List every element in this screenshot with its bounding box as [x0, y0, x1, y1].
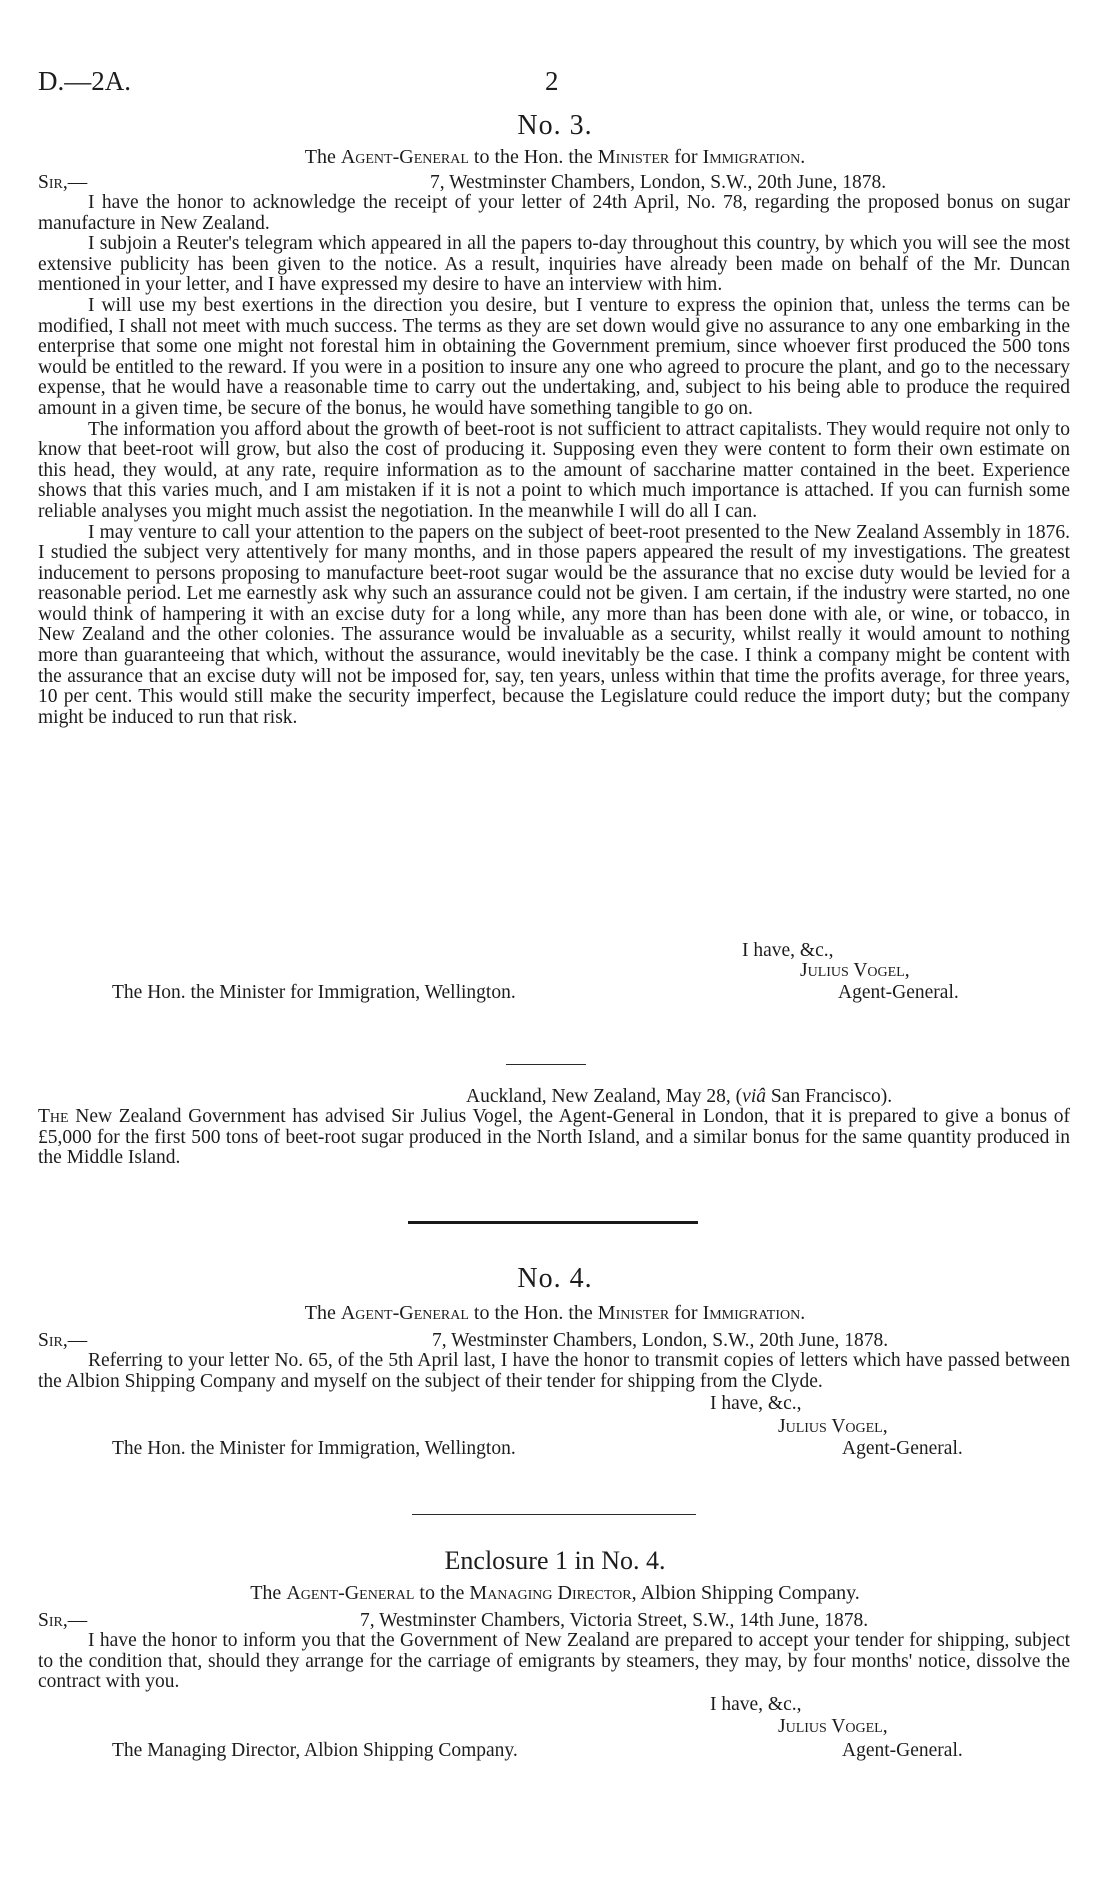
- enclosure-salutation: Sir,—: [38, 1610, 88, 1631]
- letter3-to-word: to the Hon. the: [473, 146, 593, 168]
- letter4-closing: I have, &c.,: [710, 1393, 802, 1414]
- letter4-to: Minister: [597, 1302, 670, 1324]
- letter4-salutation: Sir,—: [38, 1330, 88, 1351]
- letter4-to-word: to the Hon. the: [473, 1302, 593, 1324]
- enclosure-company: Albion Shipping Company.: [640, 1582, 860, 1604]
- enclosure-signature: Julius Vogel,: [778, 1716, 888, 1737]
- enclosure-subheading: The Agent-General to the Managing Director, Albion Shipping Company.: [250, 1582, 860, 1604]
- document-reference: D.—2A.: [38, 66, 131, 96]
- telegram-text: New Zealand Government has advised Sir Julius Vogel, the Agent-General in London, that it is prepared to give a bonus of £5,000 for the first 500 tons of beet-root sugar produced in the North Island, and a similar bonus for the same quantity produced in the Middle Island.: [38, 1106, 1070, 1169]
- letter4-addressee: The Hon. the Minister for Immigration, Wellington.: [112, 1438, 516, 1459]
- letter3-closing: I have, &c.,: [742, 940, 834, 961]
- letter3-dept: Immigration.: [702, 146, 806, 168]
- telegram-lead: The: [38, 1106, 69, 1127]
- letter4-number: No. 4.: [517, 1263, 593, 1294]
- letter4-from: Agent-General: [340, 1302, 469, 1324]
- letter4-signature: Julius Vogel,: [778, 1416, 888, 1437]
- telegram-dateline-end: San Francisco).: [770, 1086, 893, 1107]
- letter3-dateline: 7, Westminster Chambers, London, S.W., 20th June, 1878.: [430, 172, 887, 193]
- letter3-body: [38, 193, 1070, 728]
- letter3-to: Minister: [597, 146, 670, 168]
- enclosure-heading: Enclosure 1 in No. 4.: [444, 1546, 666, 1575]
- telegram-dateline: [466, 1086, 892, 1108]
- major-divider: [408, 1221, 698, 1224]
- page-number: 2: [545, 66, 559, 96]
- letter4-dept: Immigration.: [702, 1302, 806, 1324]
- enclosure-body: [38, 1631, 1070, 1693]
- enclosure-dateline: 7, Westminster Chambers, Victoria Street, S.W., 14th June, 1878.: [360, 1610, 869, 1631]
- enclosure-to: Managing Director,: [469, 1582, 637, 1604]
- enclosure-paragraph: I have the honor to inform you that the Government of New Zealand are prepared to accept your tender for shipping, subject to the condition that, should they arrange for the carriage of emigrants by steamers, they may, by four months' notice, dissolve the contract with you.: [38, 1630, 1070, 1693]
- letter3-signature: Julius Vogel,: [800, 960, 910, 981]
- letter4-heading: The Agent-General to the Hon. the Minister for Immigration.: [304, 1302, 806, 1324]
- enclosure-closing: I have, &c.,: [710, 1694, 802, 1715]
- letter3-salutation: Sir,—: [38, 172, 88, 193]
- enclosure-from: Agent-General: [286, 1582, 415, 1604]
- telegram-dateline-text: Auckland, New Zealand, May 28, (: [466, 1086, 743, 1107]
- section-divider: [506, 1064, 586, 1065]
- letter4-title: Agent-General.: [842, 1438, 963, 1459]
- letter3-from: Agent-General: [340, 146, 469, 168]
- letter3-heading: The Agent-General to the Hon. the Minister for Immigration.: [304, 146, 806, 168]
- enclosure-title: Agent-General.: [842, 1740, 963, 1761]
- enclosure-divider: [412, 1514, 696, 1515]
- telegram-via: viâ: [742, 1086, 766, 1107]
- letter3-paragraph-2: I subjoin a Reuter's telegram which appeared in all the papers to-day throughout this country, by which you will see the most extensive publicity has been given to the notice. As a result, inquiries have already been made on behalf of the Mr. Duncan mentioned in your letter, and I have expressed my desire to have an interview with him.: [38, 233, 1070, 296]
- letter3-paragraph-1: I have the honor to acknowledge the receipt of your letter of 24th April, No. 78, regarding the proposed bonus on sugar manufacture in New Zealand.: [38, 192, 1070, 234]
- enclosure-addressee: The Managing Director, Albion Shipping Company.: [112, 1740, 518, 1761]
- letter3-addressee: The Hon. the Minister for Immigration, Wellington.: [112, 982, 516, 1003]
- letter3-paragraph-5: I may venture to call your attention to the papers on the subject of beet-root presented to the New Zealand Assembly in 1876. I studied the subject very attentively for many months, and in those papers appeared the result of my investigations. The greatest inducement to persons proposing to manufacture beet-root sugar would be the assurance that no excise duty would be levied for a reasonable period. Let me earnestly ask why such an assurance could not be given. I am certain, if the industry were started, no one would think of hampering it with an excise duty for a long while, any more than has been done with ale, or wine, or tobacco, in New Zealand and the other colonies. The assurance would be invaluable as a security, whilst really it would amount to nothing more than guaranteeing that which, without the assurance, would inevitably be the case. I think a company might be content with the assurance that an excise duty will not be imposed for, say, ten years, unless within that time the profits average, for three years, 10 per cent. This would still make the security imperfect, because the Legislature could reduce the import duty; but the company might be induced to run that risk.: [38, 521, 1070, 728]
- letter3-paragraph-3: I will use my best exertions in the direction you desire, but I venture to express the opinion that, unless the terms can be modified, I shall not meet with much success. The terms as they are set down would give no assurance to any one embarking in the enterprise that some one might not forestal him in obtaining the Government premium, since whoever first produced the 500 tons would be entitled to the reward. If you were in a position to insure any one who agreed to procure the plant, and go to the necessary expense, that he would have a reasonable time to carry out the undertaking, and, subject to his being able to produce the required amount in a given time, be secure of the bonus, he would have something tangible to go on.: [38, 294, 1070, 419]
- letter4-for-word: for: [674, 1302, 698, 1324]
- letter4-body: [38, 1351, 1070, 1392]
- letter3-paragraph-4: The information you afford about the growth of beet-root is not sufficient to attract capitalists. They would require not only to know that beet-root will grow, but also the cost of producing it. Supposing even they were content to form their own estimate on this head, they would, at any rate, require information as to the amount of saccharine matter contained in the beet. Experience shows that this varies much, and I am mistaken if it is not a point to which much importance is attached. If you can furnish some reliable analyses you might much assist the negotiation. In the meanwhile I will do all I can.: [38, 418, 1070, 522]
- letter4-dateline: 7, Westminster Chambers, London, S.W., 20th June, 1878.: [432, 1330, 889, 1351]
- letter3-for-word: for: [674, 146, 698, 168]
- letter4-paragraph: Referring to your letter No. 65, of the 5th April last, I have the honor to transmit copies of letters which have passed between the Albion Shipping Company and myself on the subject of their tender for shipping from the Clyde.: [38, 1350, 1070, 1392]
- letter3-title: Agent-General.: [838, 982, 959, 1003]
- letter3-number: No. 3.: [517, 110, 593, 141]
- telegram-paragraph: [38, 1107, 1070, 1169]
- telegram-body: [38, 1107, 1070, 1169]
- enclosure-to-word: to the: [419, 1582, 465, 1604]
